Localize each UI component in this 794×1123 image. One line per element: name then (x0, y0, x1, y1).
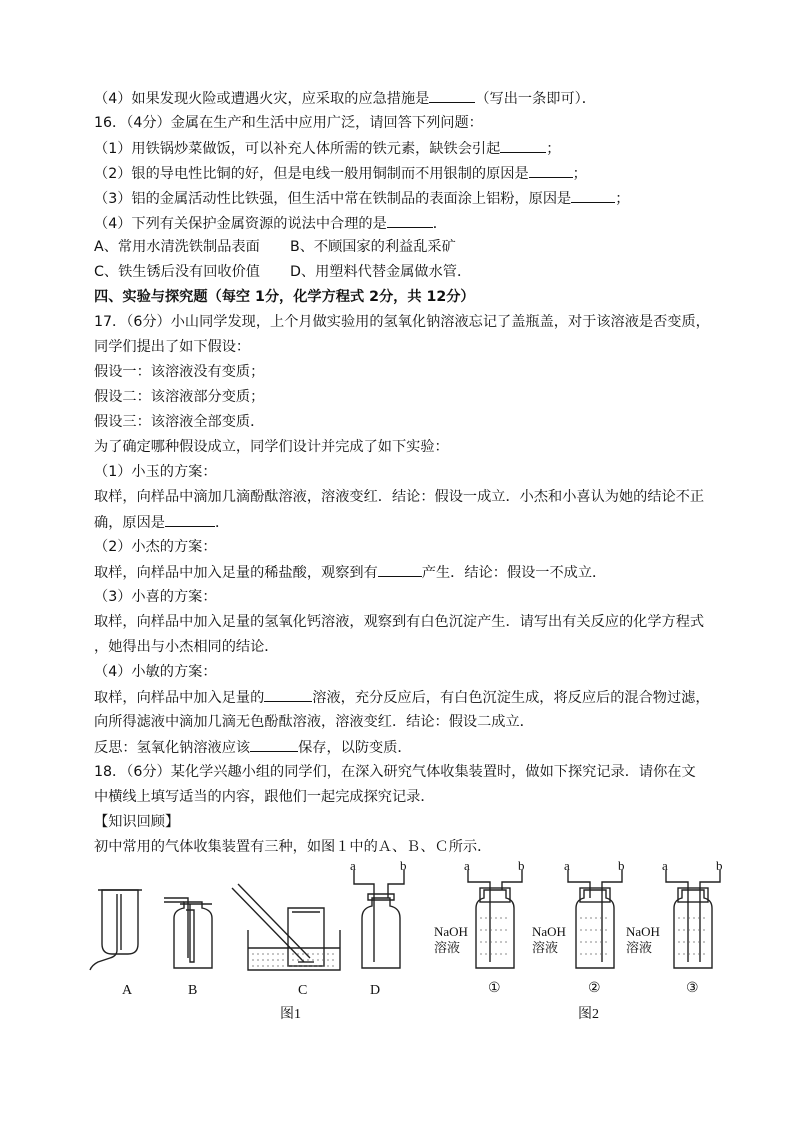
option-c: C、铁生锈后没有回收价值 (94, 264, 260, 280)
reflection: 反思：氢氧化钠溶液应该 保存，以防变质． (94, 737, 412, 758)
plan-1-title: （1）小玉的方案： (94, 464, 217, 480)
answer-blank[interactable] (250, 737, 298, 752)
plan-4-text: 取样，向样品中加入足量的 溶液，充分反应后，有白色沉淀生成，将反应后的混合物过滤， (94, 687, 710, 708)
plan-3-title: （3）小喜的方案： (94, 589, 217, 605)
q16-part2: （2）银的导电性比铜的好，但是电线一般用铜制而不用银制的原因是 ； (94, 163, 587, 184)
answer-blank[interactable] (529, 163, 573, 178)
label-1: ① (488, 981, 501, 996)
solution-label: 溶液 (626, 940, 653, 955)
apparatus-3 (666, 870, 720, 968)
answer-blank[interactable] (387, 213, 433, 228)
plan-1-text-cont: 确，原因是 ． (94, 512, 229, 533)
hypothesis-2: 假设二：该溶液部分变质； (94, 389, 265, 405)
plan-4-text-cont: 向所得滤液中滴加几滴无色酚酞溶液，溶液变红．结论：假设二成立． (94, 714, 534, 730)
hypothesis-1: 假设一：该溶液没有变质； (94, 364, 265, 380)
q16-title: 16．（4分）金属在生产和生活中应用广泛，请回答下列问题： (94, 115, 483, 131)
port-a-label: a (564, 858, 570, 873)
plan-1-text: 取样，向样品中滴加几滴酚酞溶液，溶液变红．结论：假设一成立．小杰和小喜认为她的结论不正 (94, 489, 705, 505)
option-b: B、不顾国家的利益乱采矿 (290, 239, 456, 255)
apparatus-1 (468, 870, 522, 968)
naoh-label: NaOH (532, 924, 566, 939)
plan-2-text: 取样，向样品中加入足量的稀盐酸，观察到有 产生．结论：假设一不成立． (94, 562, 606, 583)
apparatus-c (232, 884, 340, 970)
port-a-label: a (662, 858, 668, 873)
option-d: D、用塑料代替金属做水管． (290, 264, 472, 280)
label-c: C (298, 983, 308, 998)
answer-blank[interactable] (429, 88, 475, 103)
knowledge-review-text: 初中常用的气体收集装置有三种，如图１中的Ａ、Ｂ、Ｃ所示． (94, 839, 492, 855)
label-d: D (370, 983, 381, 998)
port-b-label: b (400, 858, 407, 873)
apparatus-2 (568, 870, 622, 968)
plan-3-text: 取样，向样品中加入足量的氢氧化钙溶液，观察到有白色沉淀产生．请写出有关反应的化学方程式 (94, 614, 705, 630)
answer-blank[interactable] (500, 138, 546, 153)
naoh-label: NaOH (434, 924, 468, 939)
plan-2-title: （2）小杰的方案： (94, 539, 217, 555)
q16-part4: （4）下列有关保护金属资源的说法中合理的是 ． (94, 213, 447, 234)
q15-part4: （4）如果发现火险或遭遇火灾，应采取的应急措施是 （写出一条即可）． (94, 88, 596, 109)
port-a-label: a (464, 858, 470, 873)
port-a-label: a (350, 858, 356, 873)
port-b-label: b (518, 858, 525, 873)
port-b-label: b (716, 858, 723, 873)
q16-part1: （1）用铁锅炒菜做饭，可以补充人体所需的铁元素，缺铁会引起 ； (94, 138, 560, 159)
apparatus-b (164, 898, 212, 968)
answer-blank[interactable] (264, 687, 312, 702)
answer-blank[interactable] (378, 562, 422, 577)
q16-part3: （3）铝的金属活动性比铁强，但生活中常在铁制品的表面涂上铝粉，原因是 ； (94, 188, 629, 209)
knowledge-review-heading: 【知识回顾】 (94, 814, 180, 830)
label-b: B (188, 983, 198, 998)
apparatus-a (90, 890, 142, 970)
apparatus-d (354, 870, 404, 968)
plan-4-title: （4）小敏的方案： (94, 664, 217, 680)
port-b-label: b (618, 858, 625, 873)
label-2: ② (588, 981, 601, 996)
gas-collection-figures (88, 858, 728, 1028)
solution-label: 溶液 (532, 940, 559, 955)
plan-3-text-cont: ，她得出与小杰相同的结论． (94, 639, 279, 655)
answer-blank[interactable] (571, 188, 615, 203)
q18-title: 18．（6分）某化学兴趣小组的同学们，在深入研究气体收集装置时，做如下探究记录．请你在文 (94, 764, 696, 780)
figure-2-caption: 图2 (578, 1007, 599, 1022)
experiment-intro: 为了确定哪种假设成立，同学们设计并完成了如下实验： (94, 439, 449, 455)
option-a: A、常用水清洗铁制品表面 (94, 239, 260, 255)
label-3: ③ (686, 981, 699, 996)
q18-title-cont: 中横线上填写适当的内容，跟他们一起完成探究记录． (94, 789, 435, 805)
section-heading: 四、实验与探究题（每空 1分，化学方程式 2分，共 12分） (94, 289, 475, 305)
figure-1-caption: 图1 (280, 1007, 301, 1022)
solution-label: 溶液 (434, 940, 461, 955)
q17-title: 17．（6分）小山同学发现，上个月做实验用的氢氧化钠溶液忘记了盖瓶盖，对于该溶液是否变质， (94, 314, 710, 330)
answer-blank[interactable] (165, 512, 215, 527)
q17-title-cont: 同学们提出了如下假设： (94, 339, 251, 355)
label-a: A (122, 983, 133, 998)
hypothesis-3: 假设三：该溶液全部变质． (94, 414, 265, 430)
naoh-label: NaOH (626, 924, 660, 939)
